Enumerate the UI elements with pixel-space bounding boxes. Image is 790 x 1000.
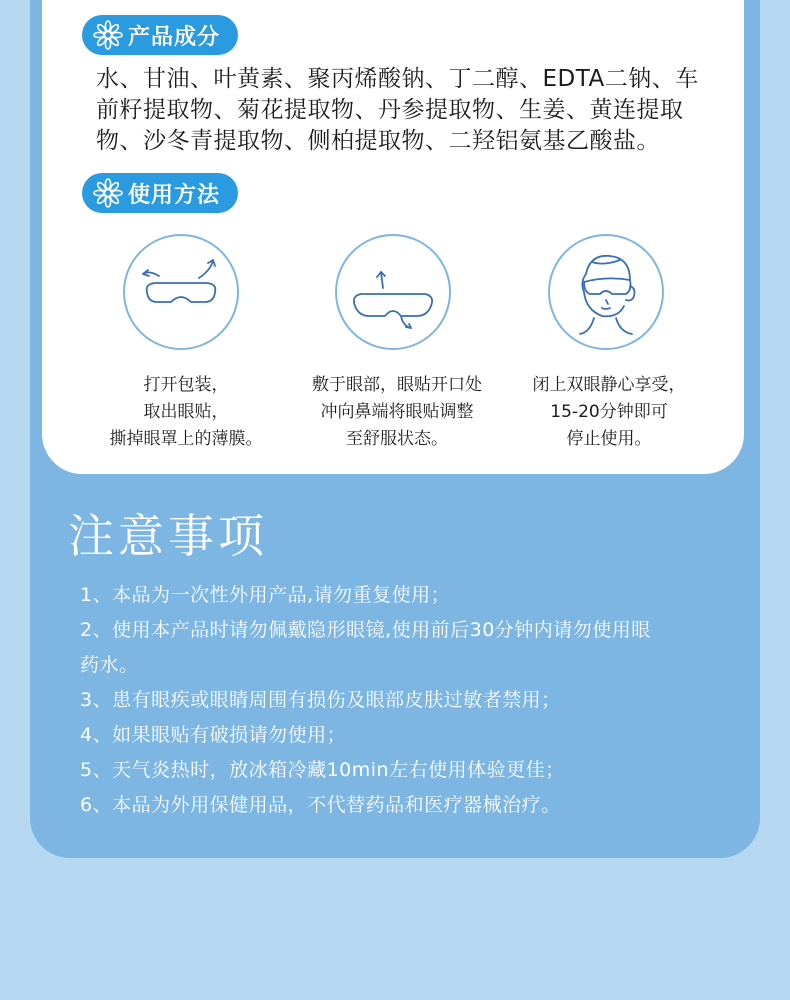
notes-title: 注意事项	[68, 509, 268, 563]
notes-item: 3、患有眼疾或眼睛周围有损伤及眼部皮肤过敏者禁用；	[80, 689, 561, 711]
notes-item: 2、使用本产品时请勿佩戴隐形眼镜,使用前后30分钟内请勿使用眼	[80, 619, 651, 641]
ingredients-line: 物、沙冬青提取物、侧柏提取物、二羟铝氨基乙酸盐。	[96, 128, 660, 154]
notes-item: 药水。	[80, 654, 139, 676]
notes-item: 5、天气炎热时，放冰箱冷藏10min左右使用体验更佳；	[80, 759, 565, 781]
step-2-text	[287, 372, 507, 453]
notes-item: 4、如果眼贴有破损请勿使用；	[80, 724, 347, 746]
notes-item: 1、本品为一次性外用产品,请勿重复使用；	[80, 584, 451, 606]
step-line: 闭上双眼静心享受，	[532, 375, 686, 395]
step-line: 冲向鼻端将眼贴调整	[320, 402, 474, 422]
step-line: 打开包装，	[143, 375, 229, 395]
ingredients-line: 前籽提取物、菊花提取物、丹参提取物、生姜、黄连提取	[96, 97, 684, 123]
eye-mask-apply-icon	[337, 236, 449, 348]
usage-heading: 使用方法	[128, 182, 221, 208]
step-3-illustration	[548, 234, 664, 350]
step-2-illustration	[335, 234, 451, 350]
ingredients-heading: 产品成分	[128, 24, 221, 50]
ingredients-heading-pill	[82, 15, 238, 55]
flower-icon	[92, 19, 124, 51]
step-line: 撕掉眼罩上的薄膜。	[109, 429, 263, 449]
notes-list	[80, 578, 730, 823]
step-3-text	[499, 372, 719, 453]
ingredients-line: 水、甘油、叶黄素、聚丙烯酸钠、丁二醇、EDTA二钠、车	[96, 66, 699, 92]
person-wearing-mask-icon	[550, 236, 662, 348]
step-line: 敷于眼部，眼贴开口处	[312, 375, 482, 395]
step-line: 15-20分钟即可	[550, 402, 668, 422]
step-line: 至舒服状态。	[346, 429, 448, 449]
flower-icon	[92, 177, 124, 209]
notes-item: 6、本品为外用保健用品，不代替药品和医疗器械治疗。	[80, 794, 561, 816]
step-line: 取出眼贴，	[143, 402, 229, 422]
step-1-illustration	[123, 234, 239, 350]
eye-mask-peel-icon	[125, 236, 237, 348]
usage-heading-pill	[82, 173, 238, 213]
step-1-text	[76, 372, 296, 453]
ingredients-text	[96, 64, 716, 157]
step-line: 停止使用。	[566, 429, 652, 449]
